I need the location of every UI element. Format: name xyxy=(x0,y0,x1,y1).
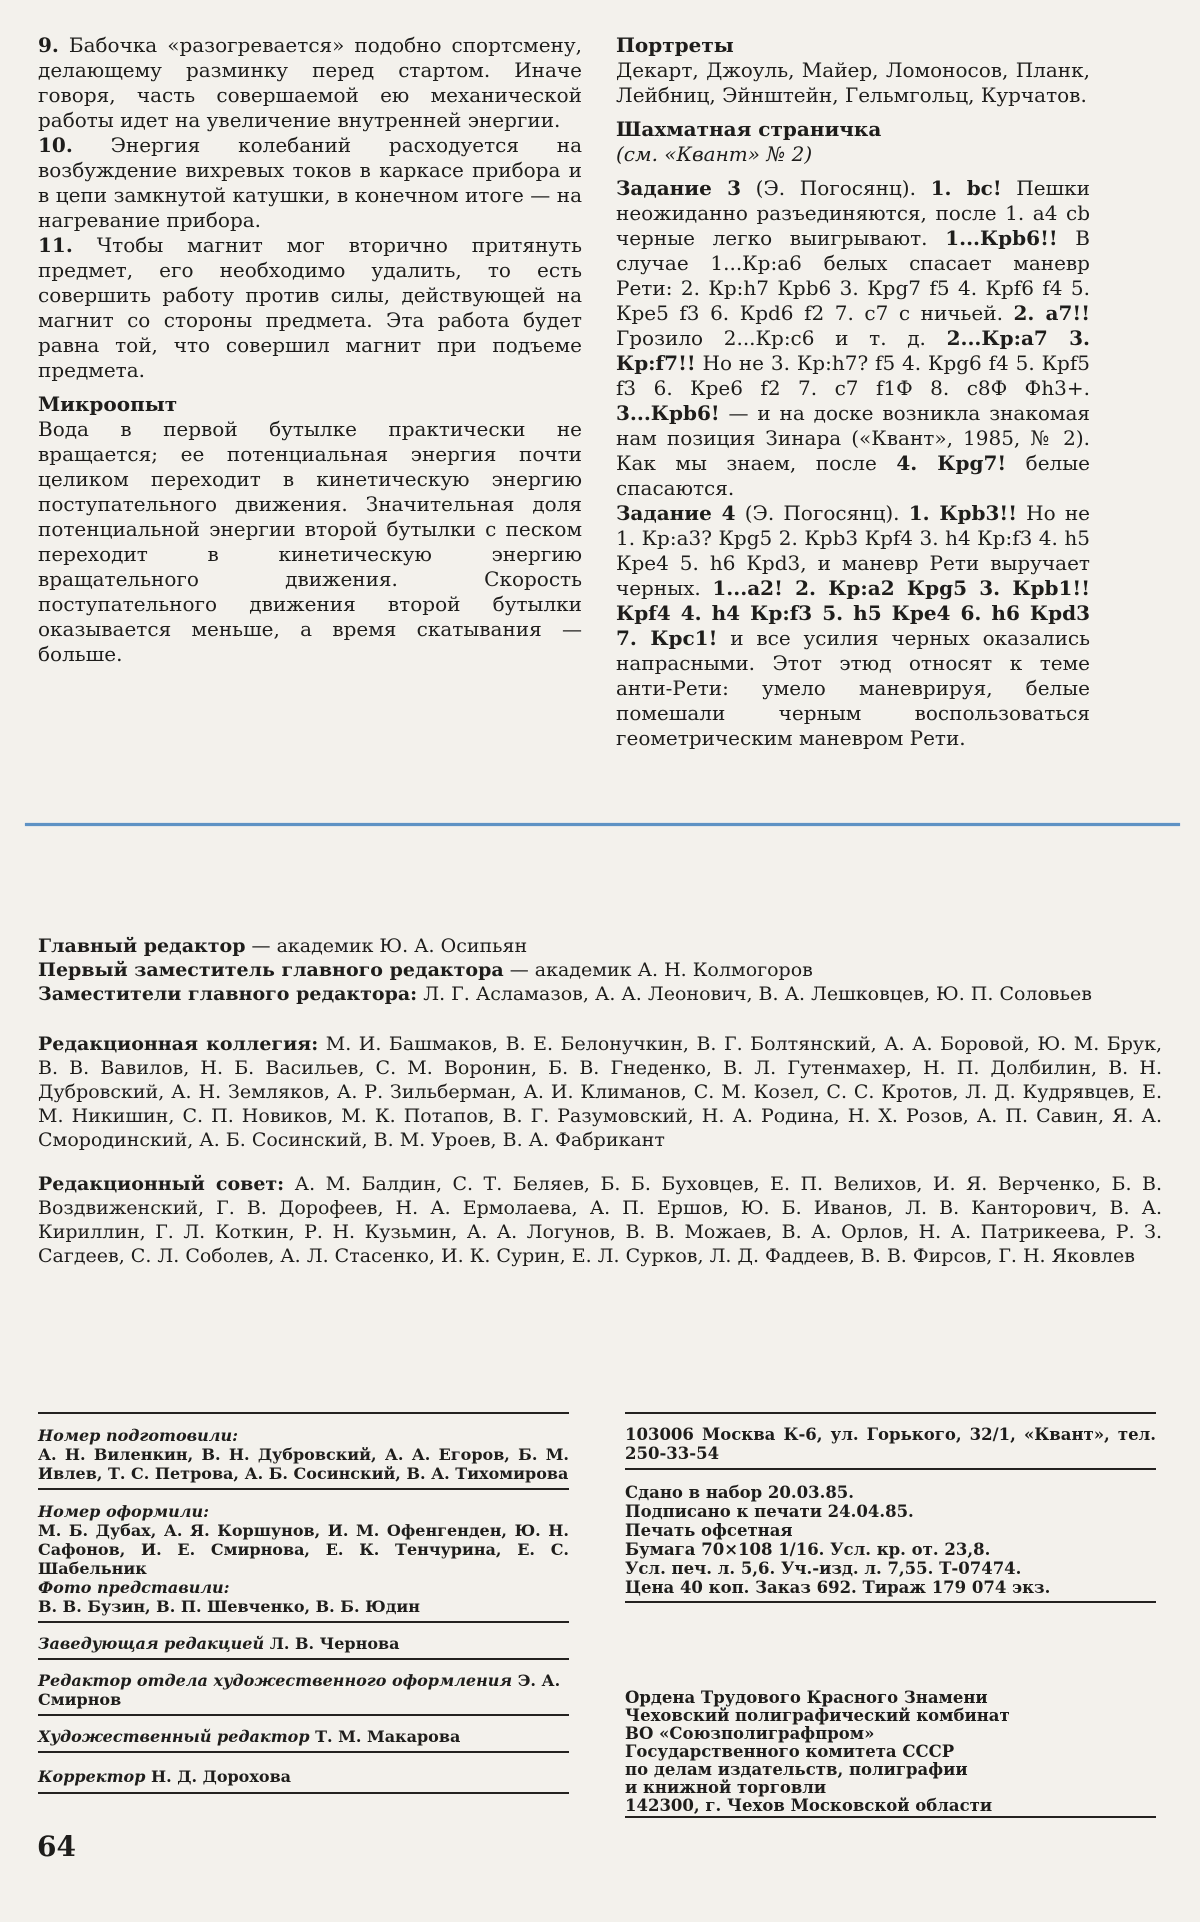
blue-divider-rule xyxy=(25,823,1180,826)
editorial-board-list: Редакционная коллегия: М. И. Башмаков, В. Е. Белонучкин, В. Г. Болтянский, А. А. Боровой, Ю. М. Брук, В. В. Вавилов, Н. Б. Васильев, С. М. Воронин, Б. В. Гнеденко, В. Л. Гутенмахер, Н. П. Долбилин, В. Н. Дубровский, А. Н. Земляков, А. Р. Зильберман, А. И. Климанов, С. М. Козел, С. С. Кротов, Л. Д. Кудрявцев, Е. М. Никишин, С. П. Новиков, М. К. Потапов, В. Г. Разумовский, Н. А. Родина, Н. Х. Розов, А. П. Савин, Я. А. Смородинский, А. Б. Сосинский, В. М. Уроев, В. А. Фабрикант xyxy=(38,1033,1163,1151)
designed-names: М. Б. Дубах, А. Я. Коршунов, И. М. Офенгенден, Ю. Н. Сафонов, И. Е. Смирнова, Е. К. Тенчурина, Е. С. Шабельник xyxy=(38,1521,569,1578)
chief-editor-line: Главный редактор — академик Ю. А. Осипьян xyxy=(38,935,528,957)
chess-heading: Шахматная страничка xyxy=(616,117,882,141)
divider-rule xyxy=(625,1412,1156,1414)
colophon-right-column xyxy=(625,1412,1156,1818)
portraits-heading: Портреты xyxy=(616,33,734,57)
designed-heading: Номер оформили: xyxy=(38,1502,209,1521)
managing-editor-line: Заведующая редакцией Л. В. Чернова xyxy=(38,1634,400,1653)
answers-column xyxy=(38,33,582,667)
chess-reference: (см. «Квант» № 2) xyxy=(616,142,813,166)
prepared-names: А. Н. Виленкин, В. Н. Дубровский, А. А. Егоров, Б. М. Ивлев, Т. С. Петрова, А. Б. Сосинский, В. А. Тихомирова xyxy=(38,1445,569,1483)
photo-heading: Фото представили: xyxy=(38,1578,230,1597)
editorial-staff-section xyxy=(38,934,1162,1268)
divider-rule xyxy=(625,1601,1156,1603)
divider-rule xyxy=(625,1468,1156,1470)
divider-rule xyxy=(38,1751,569,1753)
microexperiment-heading: Микроопыт xyxy=(38,392,178,416)
page-number: 64 xyxy=(37,1830,76,1863)
art-editor-line: Художественный редактор Т. М. Макарова xyxy=(38,1727,461,1746)
chess-task-3: Задание 3 (Э. Погосянц). 1. bc! Пешки неожиданно разъединяются, после 1. a4 cb черные легко выигрывают. 1...Крb6!! В случае 1...Кр:а6 белых спасает маневр Рети: 2. Кр:h7 Крb6 3. Крg7 f5 4. Крf6 f4 5. Кре5 f3 6. Крd6 f2 7. с7 с ничьей. 2. а7!! Грозило 2...Кр:с6 и т. д. 2...Кр:а7 3. Кр:f7!! Но не 3. Кр:h7? f5 4. Крg6 f4 5. Крf5 f3 6. Кре6 f2 7. с7 f1Ф 8. с8Ф Фh3+. 3...Крb6! — и на доске возникла знакомая нам позиция Зинара («Квант», 1985, № 2). Как мы знаем, после 4. Крg7! белые спасаются. xyxy=(616,176,1090,500)
art-department-editor-line: Редактор отдела художественного оформления Э. А. Смирнов xyxy=(38,1671,561,1709)
divider-rule xyxy=(38,1658,569,1660)
first-deputy-line: Первый заместитель главного редактора — академик А. Н. Колмогоров xyxy=(38,959,813,981)
print-production-info: Сдано в набор 20.03.85. Подписано к печати 24.04.85. Печать офсетная Бумага 70×108 1/16. Усл. кр. от. 23,8. Усл. печ. л. 5,6. Уч.-изд. л. 7,55. Т-07474. Цена 40 коп. Заказ 692. Тираж 179 074 экз. xyxy=(625,1483,1051,1597)
divider-rule xyxy=(38,1488,569,1490)
divider-rule xyxy=(38,1412,569,1414)
editorial-address: 103006 Москва К-6, ул. Горького, 32/1, «Квант», тел. 250-33-54 xyxy=(625,1425,1156,1463)
divider-rule xyxy=(38,1621,569,1623)
chess-task-4: Задание 4 (Э. Погосянц). 1. Крb3!! Но не 1. Кр:а3? Крg5 2. Крb3 Крf4 3. h4 Кр:f3 4. h5 Кре4 5. h6 Крd3, и маневр Рети выручает черных. 1...а2! 2. Кр:а2 Крg5 3. Крb1!! Крf4 4. h4 Кр:f3 5. h5 Кре4 6. h6 Крd3 7. Крс1! и все усилия черных оказались напрасными. Этот этюд относят к теме анти-Рети: умело маневрируя, белые помешали черным воспользоваться геометрическим маневром Рети. xyxy=(616,501,1090,750)
portraits-chess-column xyxy=(616,33,1090,751)
editorial-council-list: Редакционный совет: А. М. Балдин, С. Т. Беляев, Б. Б. Буховцев, Е. П. Велихов, И. Я. Верченко, Б. В. Воздвиженский, Г. В. Дорофеев, Н. А. Ермолаева, А. П. Ершов, Ю. Б. Иванов, Л. В. Канторович, В. А. Кириллин, Г. Л. Коткин, Р. Н. Кузьмин, А. А. Логунов, В. В. Можаев, В. А. Орлов, Н. А. Патрикеева, Р. З. Сагдеев, С. Л. Соболев, А. Л. Стасенко, И. К. Сурин, Е. Л. Сурков, Л. Д. Фаддеев, В. В. Фирсов, Г. Н. Яковлев xyxy=(38,1173,1162,1267)
divider-rule xyxy=(625,1816,1156,1818)
proofreader-line: Корректор Н. Д. Дорохова xyxy=(38,1767,292,1786)
photo-names: В. В. Бузин, В. П. Шевченко, В. Б. Юдин xyxy=(38,1597,420,1616)
microexperiment-text: Вода в первой бутылке практически не вращается; ее потенциальная энергия почти целиком переходит в кинетическую энергию поступательного движения. Значительная доля потенциальной энергии второй бутылки с песком переходит в кинетическую энергию вращательного движения. Скорость поступательного движения второй бутылки оказывается меньше, а время скатывания — больше. xyxy=(38,417,582,666)
prepared-heading: Номер подготовили: xyxy=(38,1426,239,1445)
colophon-left-column xyxy=(38,1412,569,1794)
answer-item-9: 9. Бабочка «разогревается» подобно спортсмену, делающему разминку перед стартом. Иначе говоря, часть совершаемой ею механической работы идет на увеличение внутренней энергии. xyxy=(38,33,582,132)
portraits-names: Декарт, Джоуль, Майер, Ломоносов, Планк, Лейбниц, Эйнштейн, Гельмгольц, Курчатов. xyxy=(616,58,1090,107)
deputies-line: Заместители главного редактора: Л. Г. Асламазов, А. А. Леонович, В. А. Лешковцев, Ю. П. Соловьев xyxy=(38,983,1092,1005)
printing-house-info: Ордена Трудового Красного Знамени Чеховский полиграфический комбинат ВО «Союзполиграфпром» Государственного комитета СССР по делам издательств, полиграфии и книжной торговли 142300, г. Чехов Московской области xyxy=(625,1688,1010,1815)
answer-item-10: 10. Энергия колебаний расходуется на возбуждение вихревых токов в каркасе прибора и в цепи замкнутой катушки, в конечном итоге — на нагревание прибора. xyxy=(38,133,582,232)
answer-item-11: 11. Чтобы магнит мог вторично притянуть предмет, его необходимо удалить, то есть совершить работу против силы, действующей на магнит со стороны предмета. Эта работа будет равна той, что совершил магнит при подъеме предмета. xyxy=(38,233,582,382)
divider-rule xyxy=(38,1714,569,1716)
divider-rule xyxy=(38,1792,569,1794)
